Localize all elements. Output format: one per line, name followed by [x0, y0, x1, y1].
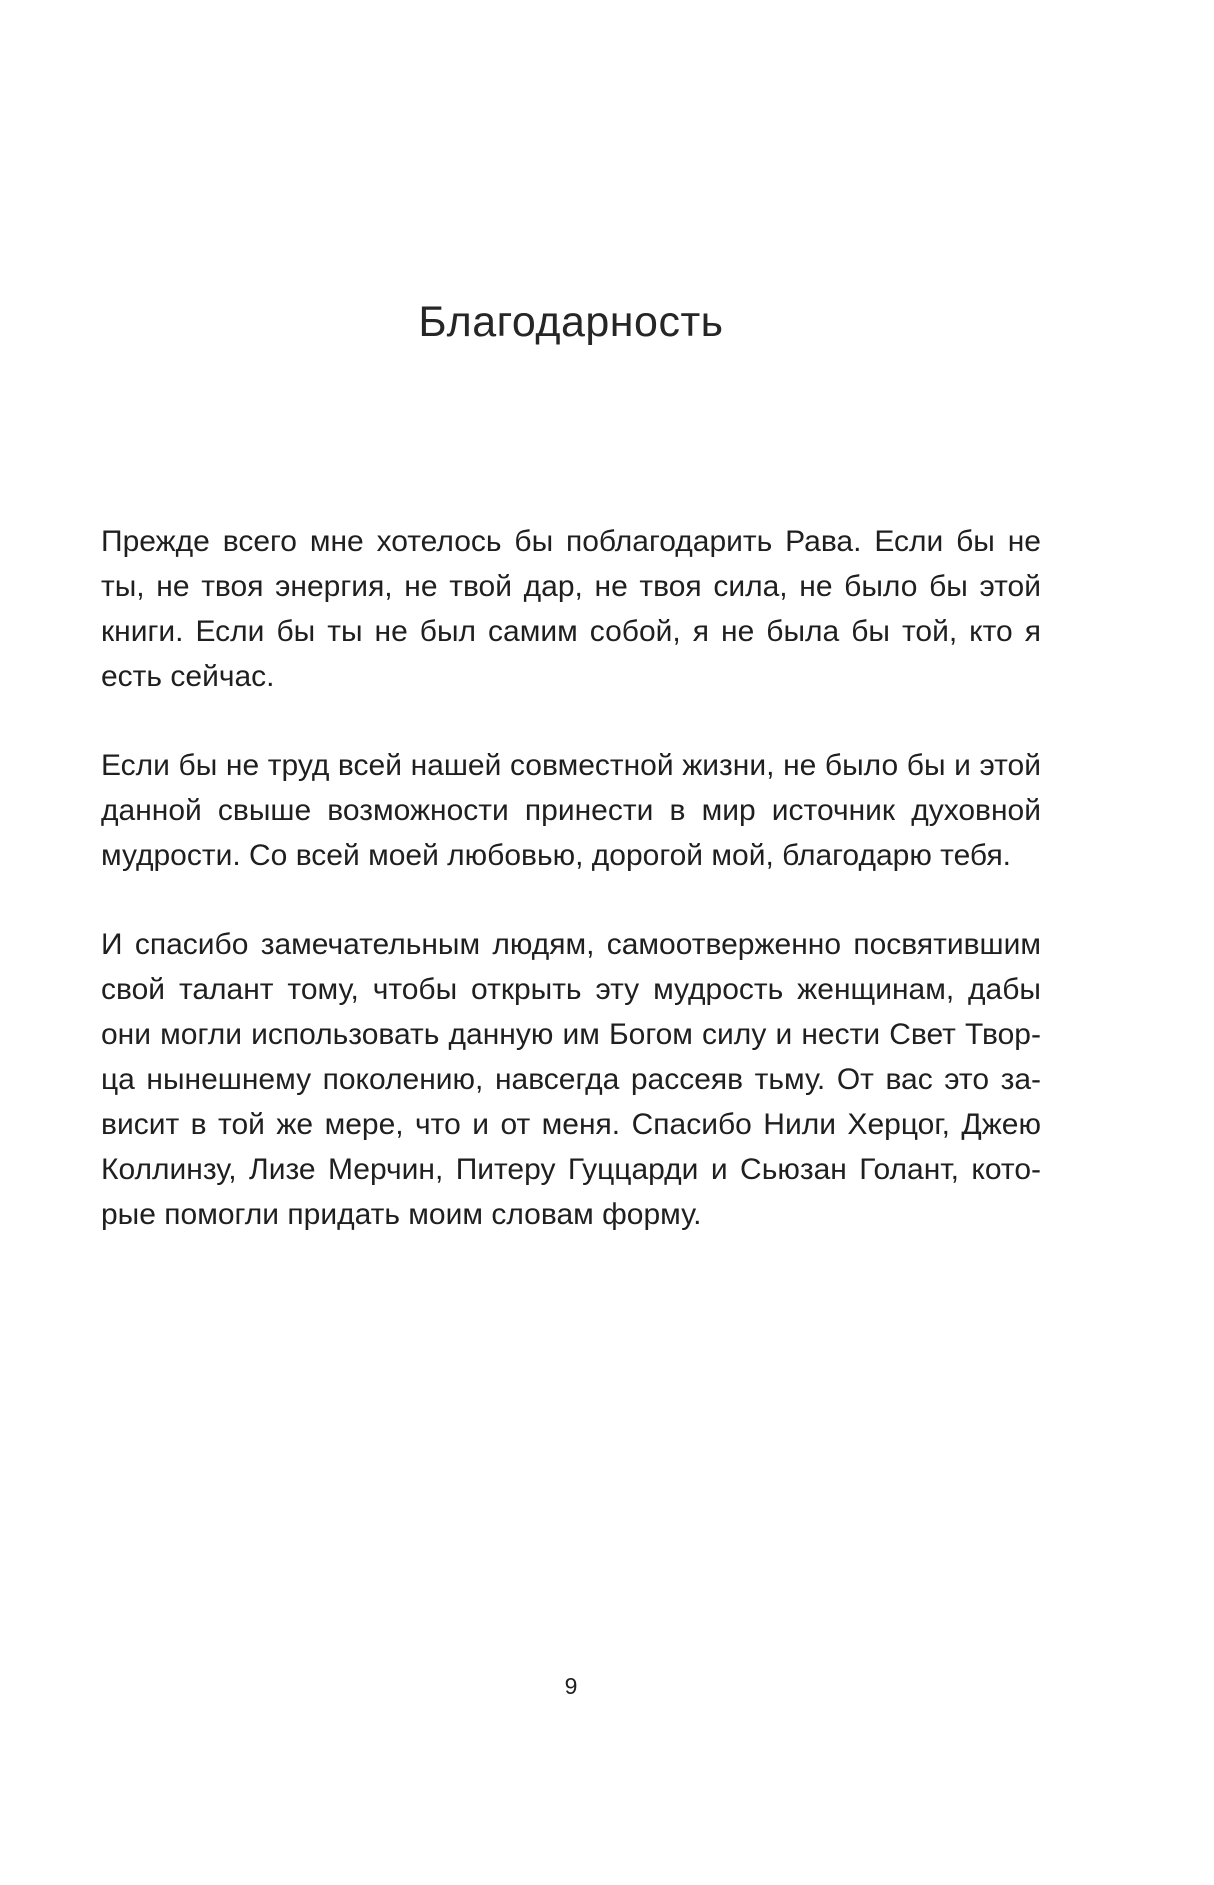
text-line: Если бы не труд всей нашей совместной жизни, не было бы и этой — [101, 749, 1041, 782]
page-number: 9 — [564, 1673, 578, 1699]
text-line: рые помогли придать моим словам форму. — [101, 1198, 702, 1231]
page-title: Благодарность — [418, 298, 724, 346]
paragraph-3 — [101, 922, 1041, 1237]
text-line: ты, не твоя энергия, не твой дар, не твоя сила, не было бы этой — [101, 570, 1041, 603]
text-line: ца нынешнему поколению, навсегда рассеяв тьму. От вас это за- — [101, 1063, 1041, 1096]
text-line: они могли использовать данную им Богом силу и нести Свет Твор- — [101, 1018, 1041, 1051]
text-line: И спасибо замечательным людям, самоотверженно посвятившим — [101, 928, 1041, 961]
paragraph-2 — [101, 743, 1041, 878]
text-line: данной свыше возможности принести в мир источник духовной — [101, 794, 1041, 827]
text-line: книги. Если бы ты не был самим собой, я не была бы той, кто я — [101, 615, 1041, 648]
paragraph-1 — [101, 519, 1041, 699]
text-line: свой талант тому, чтобы открыть эту мудрость женщинам, дабы — [101, 973, 1041, 1006]
text-line: Прежде всего мне хотелось бы поблагодарить Рава. Если бы не — [101, 525, 1041, 558]
text-line: Коллинзу, Лизе Мерчин, Питеру Гуццарди и Сьюзан Голант, кото- — [101, 1153, 1041, 1186]
text-line: есть сейчас. — [101, 660, 275, 693]
text-line: висит в той же мере, что и от меня. Спасибо Нили Херцог, Джею — [101, 1108, 1041, 1141]
text-line: мудрости. Со всей моей любовью, дорогой мой, благодарю тебя. — [101, 839, 1012, 872]
